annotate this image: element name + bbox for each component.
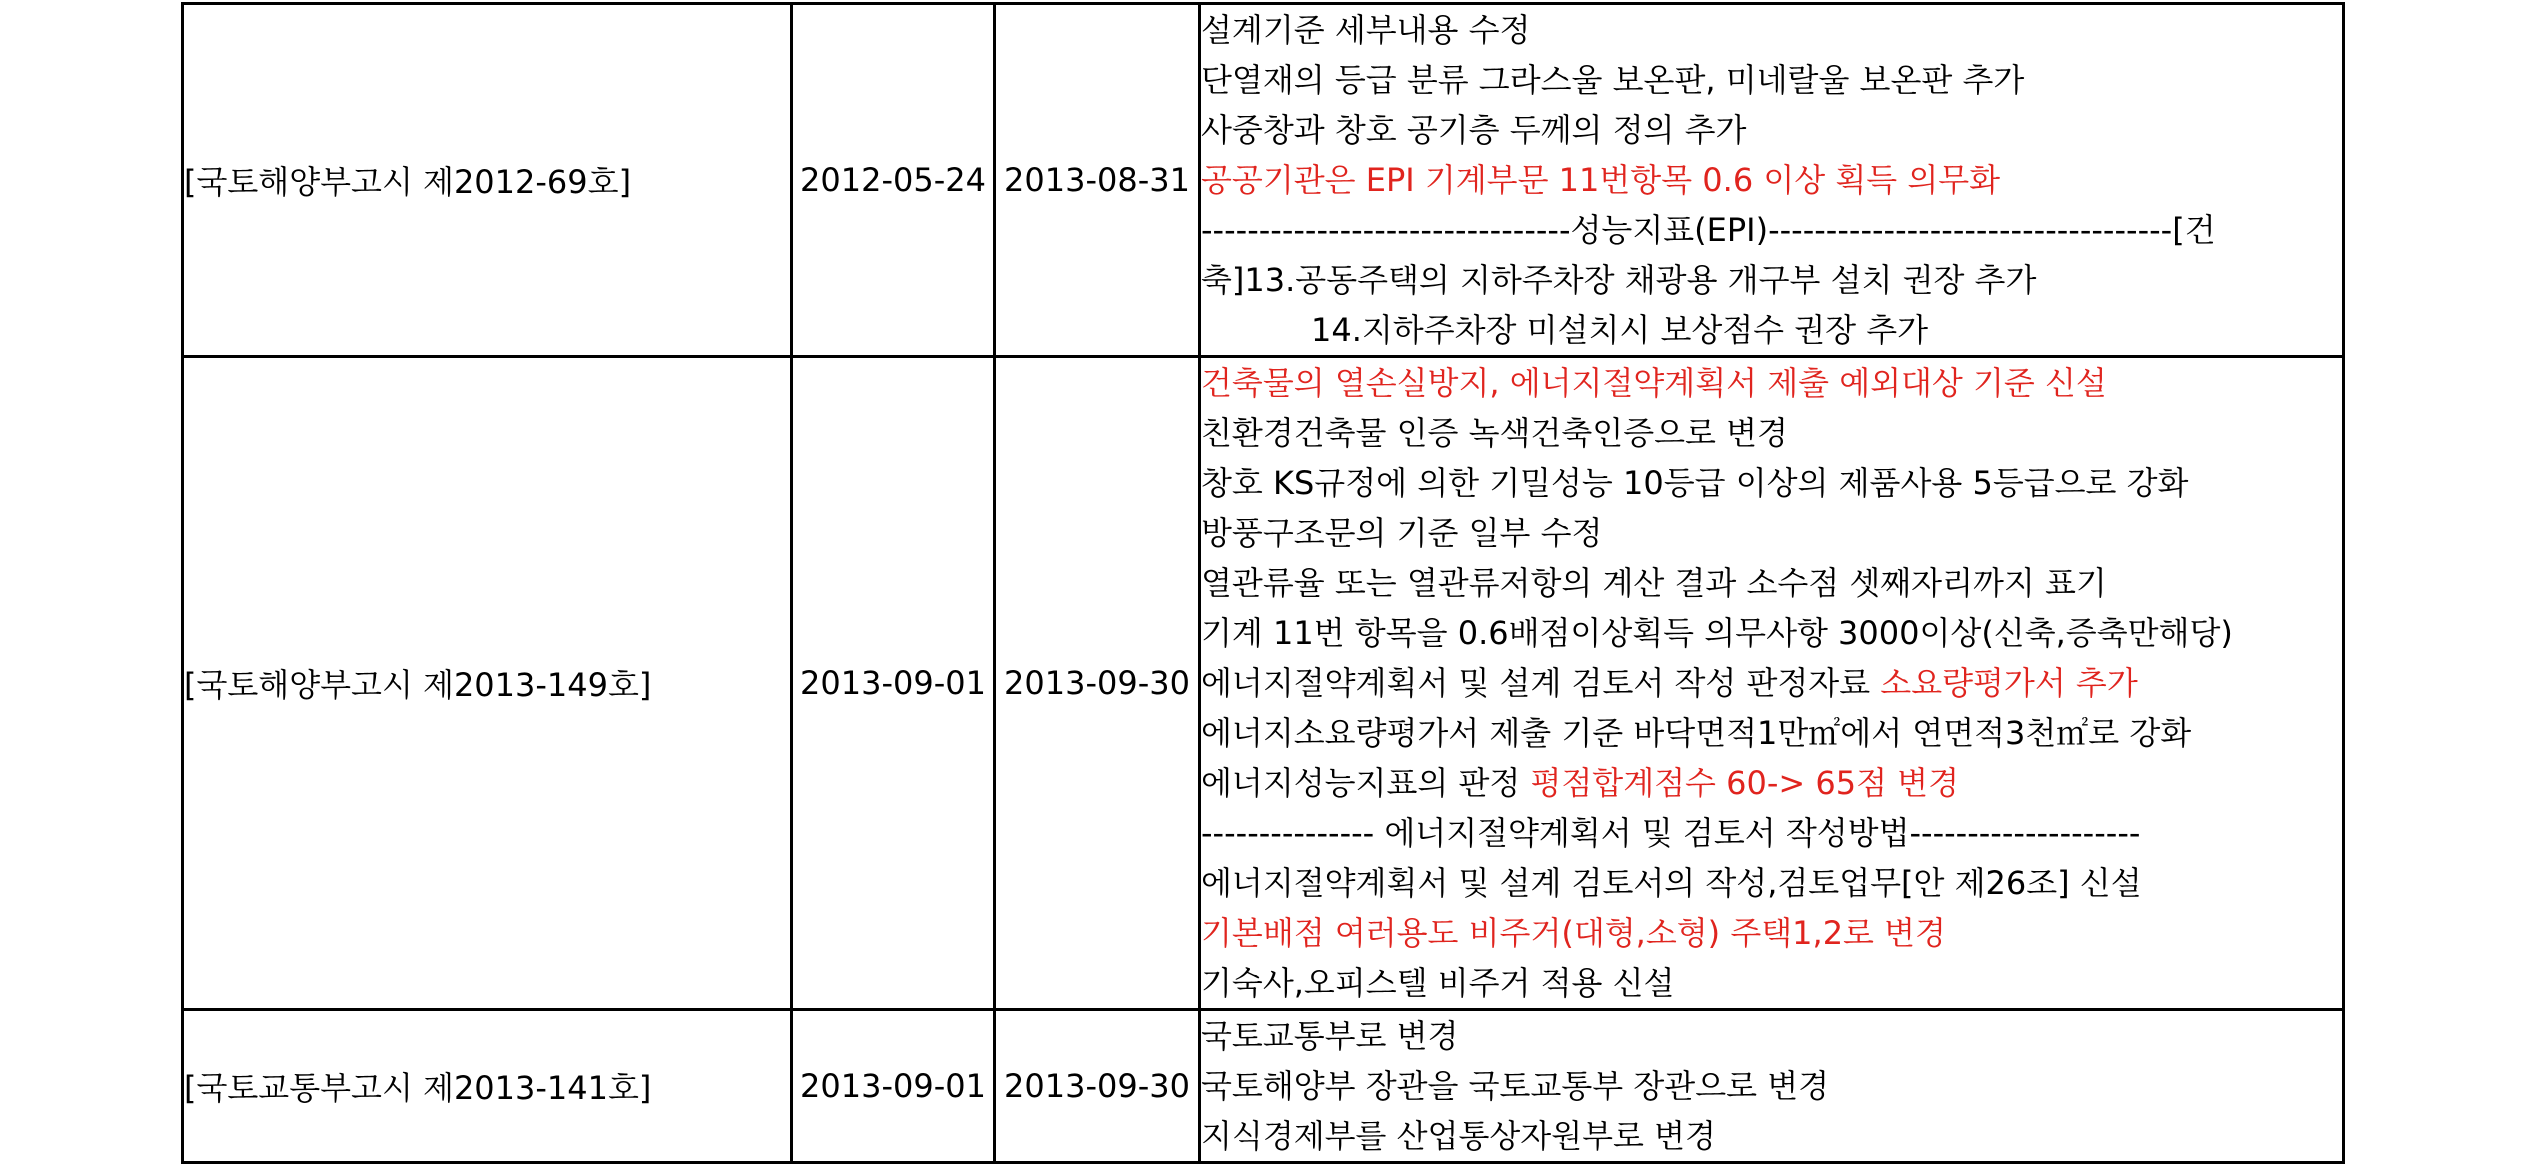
table-row bbox=[183, 4, 2344, 357]
description-line-highlight: 기본배점 여러용도 비주거(대형,소형) 주택1,2로 변경 bbox=[1201, 914, 1946, 952]
description-cell bbox=[1200, 357, 2344, 1010]
revision-history-table bbox=[181, 2, 2345, 1164]
description-line: 설계기준 세부내용 수정 bbox=[1201, 11, 1531, 49]
description-line bbox=[1201, 658, 2342, 708]
description-line: 국토교통부로 변경 bbox=[1201, 1017, 1459, 1055]
description-line: --------------- 에너지절약계획서 및 검토서 작성방법-------------------- bbox=[1201, 814, 2141, 852]
notice-cell: [국토해양부고시 제2012-69호] bbox=[183, 4, 792, 357]
line-text-highlight: 소요량평가서 추가 bbox=[1880, 664, 2138, 702]
effective-date-cell: 2013-09-30 bbox=[995, 1010, 1200, 1163]
description-line: 창호 KS규정에 의한 기밀성능 10등급 이상의 제품사용 5등급으로 강화 bbox=[1201, 464, 2189, 502]
description-line: 에너지소요량평가서 제출 기준 바닥면적1만㎡에서 연면적3천㎡로 강화 bbox=[1201, 714, 2192, 752]
description-line: 열관류율 또는 열관류저항의 계산 결과 소수점 셋째자리까지 표기 bbox=[1201, 564, 2107, 602]
description-cell bbox=[1200, 4, 2344, 357]
description-line: 에너지절약계획서 및 설계 검토서의 작성,검토업무[안 제26조] 신설 bbox=[1201, 864, 2142, 902]
issue-date-cell: 2013-09-01 bbox=[792, 357, 995, 1010]
description-line-highlight: 공공기관은 EPI 기계부문 11번항목 0.6 이상 획득 의무화 bbox=[1201, 161, 2001, 199]
description-line: 기계 11번 항목을 0.6배점이상획득 의무사항 3000이상(신축,증축만해당) bbox=[1201, 614, 2233, 652]
issue-date-cell: 2012-05-24 bbox=[792, 4, 995, 357]
line-text-highlight: 평점합계점수 60-> 65점 변경 bbox=[1530, 764, 1959, 802]
description-line: 친환경건축물 인증 녹색건축인증으로 변경 bbox=[1201, 414, 1788, 452]
description-line: --------------------------------성능지표(EPI)-----------------------------------[건 bbox=[1201, 211, 2216, 249]
effective-date-cell: 2013-09-30 bbox=[995, 357, 1200, 1010]
line-text: 에너지성능지표의 판정 bbox=[1201, 764, 1531, 802]
description-line: 축]13.공동주택의 지하주차장 채광용 개구부 설치 권장 추가 bbox=[1201, 261, 2037, 299]
description-line: 단열재의 등급 분류 그라스울 보온판, 미네랄울 보온판 추가 bbox=[1201, 61, 2025, 99]
notice-cell: [국토교통부고시 제2013-141호] bbox=[183, 1010, 792, 1163]
description-line: 기숙사,오피스텔 비주거 적용 신설 bbox=[1201, 964, 1675, 1002]
table-row bbox=[183, 1010, 2344, 1163]
description-line: 방풍구조문의 기준 일부 수정 bbox=[1201, 514, 1603, 552]
issue-date-cell: 2013-09-01 bbox=[792, 1010, 995, 1163]
description-line: 14.지하주차장 미설치시 보상점수 권장 추가 bbox=[1311, 311, 1929, 349]
description-line: 국토해양부 장관을 국토교통부 장관으로 변경 bbox=[1201, 1067, 1830, 1105]
description-line: 사중창과 창호 공기층 두께의 정의 추가 bbox=[1201, 111, 1747, 149]
effective-date-cell: 2013-08-31 bbox=[995, 4, 1200, 357]
line-text: 에너지절약계획서 및 설계 검토서 작성 판정자료 bbox=[1201, 664, 1881, 702]
description-line-highlight: 건축물의 열손실방지, 에너지절약계획서 제출 예외대상 기준 신설 bbox=[1201, 364, 2107, 402]
description-line: 지식경제부를 산업통상자원부로 변경 bbox=[1201, 1117, 1716, 1155]
table-row bbox=[183, 357, 2344, 1010]
notice-cell: [국토해양부고시 제2013-149호] bbox=[183, 357, 792, 1010]
description-line bbox=[1201, 758, 2342, 808]
description-cell bbox=[1200, 1010, 2344, 1163]
